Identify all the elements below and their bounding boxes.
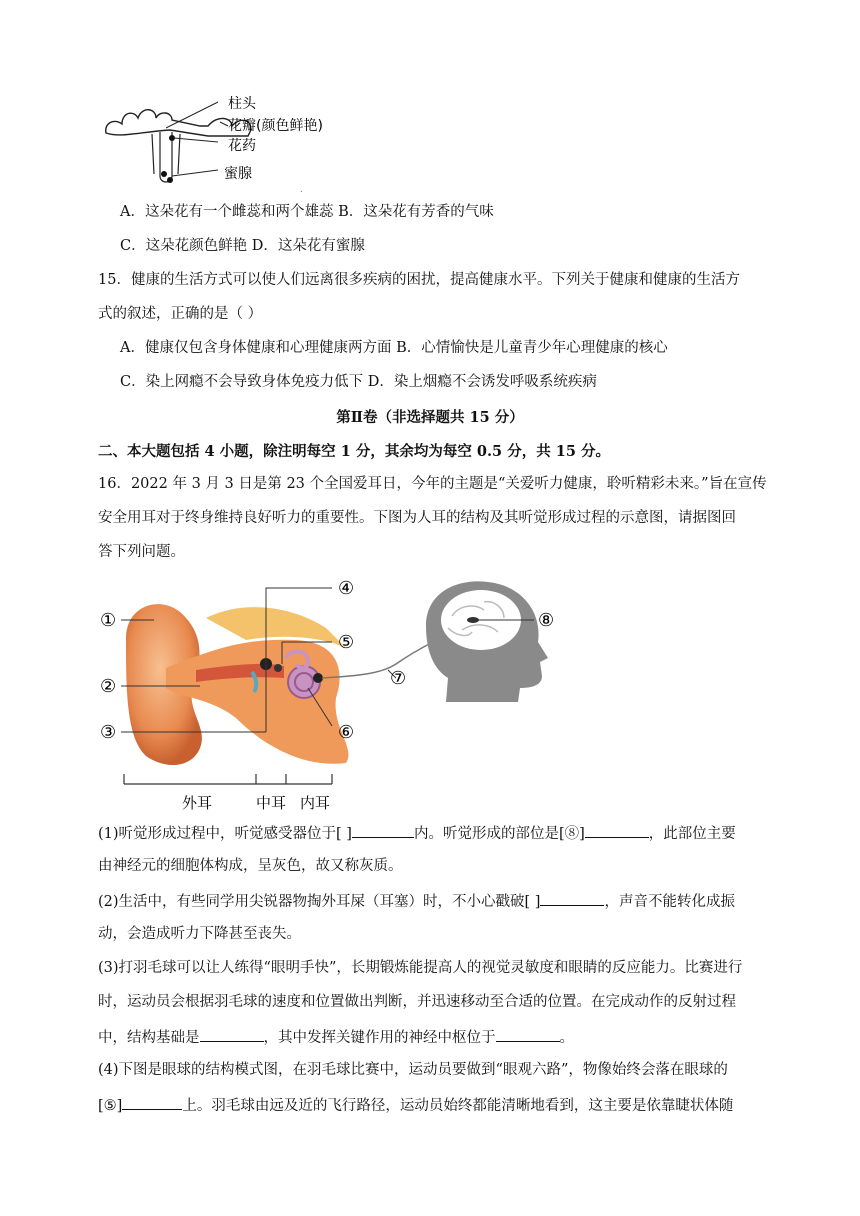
sub1-line1: (1)听觉形成过程中，听觉感受器位于[ ] 内。听觉形成的部位是[⑧] ，此部位主要 [98, 822, 736, 844]
region-inner-ear: 内耳 [300, 794, 331, 812]
sub2-line2: 动，会造成听力下降甚至丧失。 [98, 926, 301, 942]
q16-stem-line1: 16．2022 年 3 月 3 日是第 23 个全国爱耳日，今年的主题是“关爱听力健康，聆听精彩未来。”旨在宣传 [98, 476, 767, 492]
part2-title: 第Ⅱ卷（非选择题共 15 分） [336, 409, 524, 426]
part2-instruction: 二、本大题包括 4 小题，除注明每空 1 分，其余均为每空 0.5 分，共 15 分。 [98, 443, 610, 460]
answer-blank-6[interactable] [122, 1094, 182, 1110]
region-middle-ear: 中耳 [256, 794, 287, 812]
ear-diagram [96, 578, 576, 818]
q16-stem-line2: 安全用耳对于终身维持良好听力的重要性。下图为人耳的结构及其听觉形成过程的示意图，请据图回 [98, 510, 736, 526]
sub4-line2: [⑤] 上。羽毛球由远及近的飞行路径，运动员始终都能清晰地看到，这主要是依靠睫状体随 [98, 1094, 733, 1116]
label-anther: 花药 [228, 138, 256, 154]
sub2-line1: (2)生活中，有些同学用尖锐器物掏外耳屎（耳塞）时，不小心戳破[ ] ，声音不能转化成振 [98, 890, 735, 912]
region-outer-ear: 外耳 [182, 794, 213, 812]
marker-5: ⑤ [338, 632, 355, 653]
sub3-line1: (3)打羽毛球可以让人练得“眼明手快”，长期锻炼能提高人的视觉灵敏度和眼睛的反应能力。比赛进行 [98, 960, 743, 976]
sub4-line1: (4)下图是眼球的结构模式图，在羽毛球比赛中，运动员要做到“眼观六路”，物像始终会落在眼球的 [98, 1062, 728, 1078]
marker-1: ① [100, 610, 117, 631]
svg-text:.: . [300, 185, 303, 194]
marker-3: ③ [100, 722, 117, 743]
q15-stem-line1: 15．健康的生活方式可以使人们远离很多疾病的困扰，提高健康水平。下列关于健康和健康的生活方 [98, 272, 740, 288]
answer-blank-2[interactable] [585, 822, 649, 838]
nectary [167, 177, 173, 183]
answer-blank-3[interactable] [540, 890, 604, 906]
marker-7: ⑦ [390, 668, 407, 689]
marker-2: ② [100, 676, 117, 697]
q15-options-line1: A．健康仅包含身体健康和心理健康两方面 B．心情愉快是儿童青少年心理健康的核心 [120, 340, 668, 356]
label-petal: 花瓣(颜色鲜艳) [228, 118, 323, 134]
flower-diagram [100, 88, 360, 198]
q14-options-line2: C．这朵花颜色鲜艳 D．这朵花有蜜腺 [120, 238, 365, 254]
q15-stem-line2: 式的叙述，正确的是（ ） [98, 306, 263, 322]
answer-blank-4[interactable] [200, 1026, 264, 1042]
marker-8: ⑧ [538, 610, 555, 631]
marker-4: ④ [338, 578, 355, 599]
sub3-line2: 时，运动员会根据羽毛球的速度和位置做出判断，并迅速移动至合适的位置。在完成动作的反射过程 [98, 994, 736, 1010]
sub1-line2: 由神经元的细胞体构成，呈灰色，故又称灰质。 [98, 858, 403, 874]
sub3-line3: 中，结构基础是 ，其中发挥关键作用的神经中枢位于 。 [98, 1026, 574, 1048]
answer-blank-5[interactable] [496, 1026, 560, 1042]
label-stigma: 柱头 [228, 96, 256, 112]
q16-stem-line3: 答下列问题。 [98, 544, 185, 560]
answer-blank-1[interactable] [352, 822, 414, 838]
q15-options-line2: C．染上网瘾不会导致身体免疫力低下 D．染上烟瘾不会诱发呼吸系统疾病 [120, 374, 597, 390]
label-nectary: 蜜腺 [224, 166, 252, 182]
marker-6: ⑥ [338, 722, 355, 743]
q14-options-line1: A．这朵花有一个雌蕊和两个雄蕊 B．这朵花有芳香的气味 [120, 204, 494, 220]
